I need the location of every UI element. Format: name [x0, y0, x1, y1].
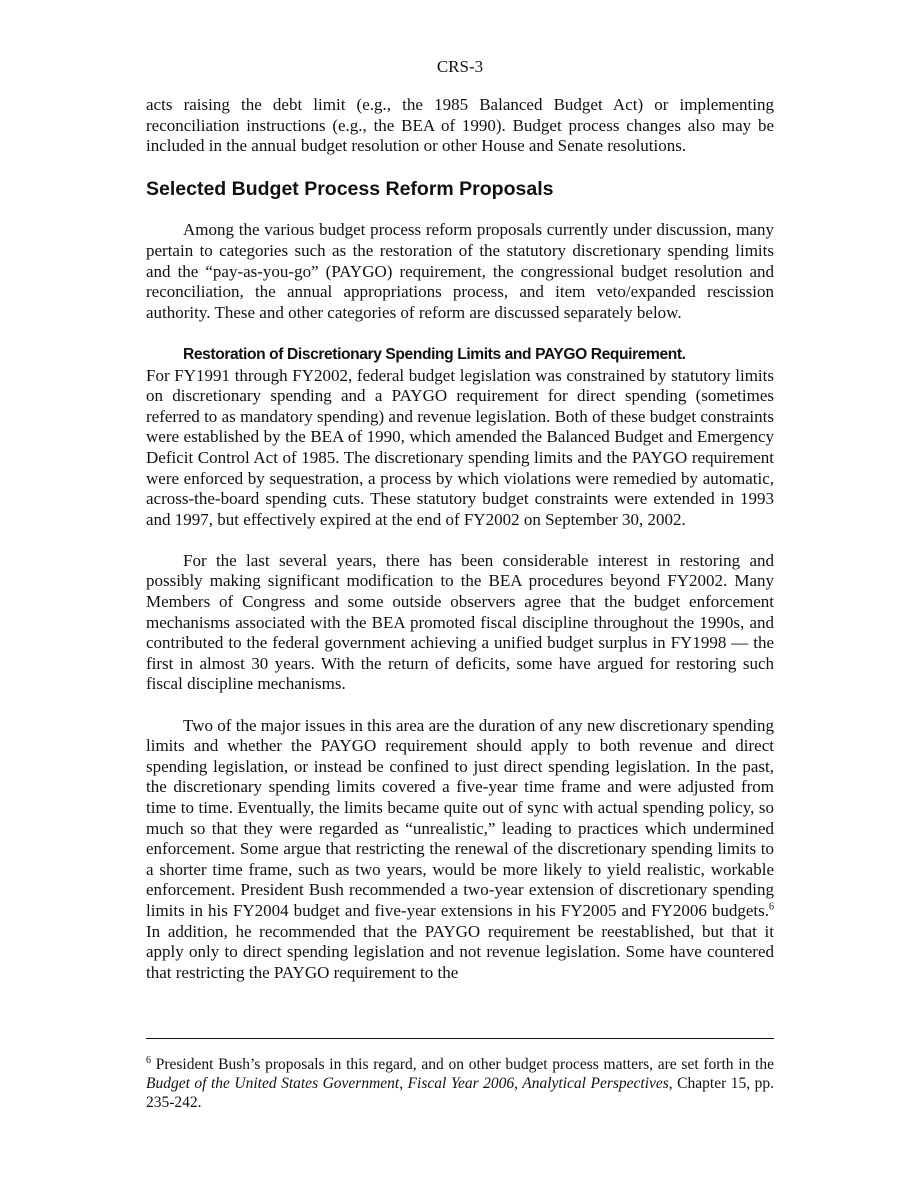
paragraph-restoration-text: For FY1991 through FY2002, federal budget legislation was constrained by statutory limits on discretionary spending and a PAYGO requirement for direct spending (sometimes referred to as mandatory spending) and revenue legislation. Both of these budget constraints were established by the BEA of 1990, which amended the Balanced Budget and Emergency Deficit Control Act of 1985. The discretionary spending limits and the PAYGO requirement were enforced by sequestration, a process by which violations were remedied by automatic, across-the-board spending cuts. These statutory budget constraints were extended in 1993 and 1997, but effectively expired at the end of FY2002 on September 30, 2002. [146, 365, 774, 529]
page-number: CRS-3 [436, 57, 484, 76]
footnote-marker: 6 [146, 1054, 151, 1066]
paragraph-restoration [146, 344, 774, 530]
footnote-text-after: , Chapter 15, pp. 235-242. [146, 1075, 774, 1111]
footnote-divider [146, 1038, 774, 1039]
body-text [146, 95, 774, 1004]
paragraph-issues [146, 716, 774, 984]
footnote-reference[interactable]: 6 [769, 901, 774, 913]
footnote-text-before: President Bush’s proposals in this regard, and on other budget process matters, are set forth in the [151, 1056, 774, 1073]
paragraph-issues-text-a: Two of the major issues in this area are the duration of any new discretionary spending limits and whether the PAYGO requirement should apply to both revenue and direct spending legislation, or instead be confined to just direct spending legislation. In the past, the discretionary spending limits covered a five-year time frame and were adjusted from time to time. Eventually, the limits became quite out of sync with actual spending policy, so much so that they were regarded as “unrealistic,” leading to practices which undermined enforcement. Some argue that restricting the renewal of the discretionary spending limits to a shorter time frame, such as two years, would be more likely to yield realistic, workable enforcement. President Bush recommended a two-year extension of discretionary spending limits in his FY2004 budget and five-year extensions in his FY2005 and FY2006 budgets. [146, 715, 774, 920]
paragraph-continuation: acts raising the debt limit (e.g., the 1985 Balanced Budget Act) or implementing reconciliation instructions (e.g., the BEA of 1990). Budget process changes also may be included in the annual budget resolution or other House and Senate resolutions. [146, 95, 774, 156]
paragraph-issues-text-b: In addition, he recommended that the PAYGO requirement be reestablished, but that it apply only to direct spending legislation and not revenue legislation. Some have countered that restricting the PAYGO requirement to the [146, 921, 774, 982]
section-heading: Selected Budget Process Reform Proposals [146, 178, 554, 201]
paragraph-interest: For the last several years, there has been considerable interest in restoring and possibly making significant modification to the BEA procedures beyond FY2002. Many Members of Congress and some outside observers agree that the budget enforcement mechanisms associated with the BEA promoted fiscal discipline throughout the 1990s, and contributed to the federal government achieving a unified budget surplus in FY1998 — the first in almost 30 years. With the return of deficits, some have argued for restoring such fiscal discipline mechanisms. [146, 550, 774, 694]
footnote-title: Budget of the United States Government, Fiscal Year 2006, Analytical Perspectives [146, 1075, 669, 1092]
run-in-heading: Restoration of Discretionary Spending Limits and PAYGO Requirement. [183, 345, 686, 363]
paragraph-intro: Among the various budget process reform proposals currently under discussion, many pertain to categories such as the restoration of the statutory discretionary spending limits and the “pay-as-you-go” (PAYGO) requirement, the congressional budget resolution and reconciliation, the annual appropriations process, and item veto/expanded rescission authority. These and other categories of reform are discussed separately below. [146, 220, 774, 322]
footnote [146, 1055, 774, 1112]
